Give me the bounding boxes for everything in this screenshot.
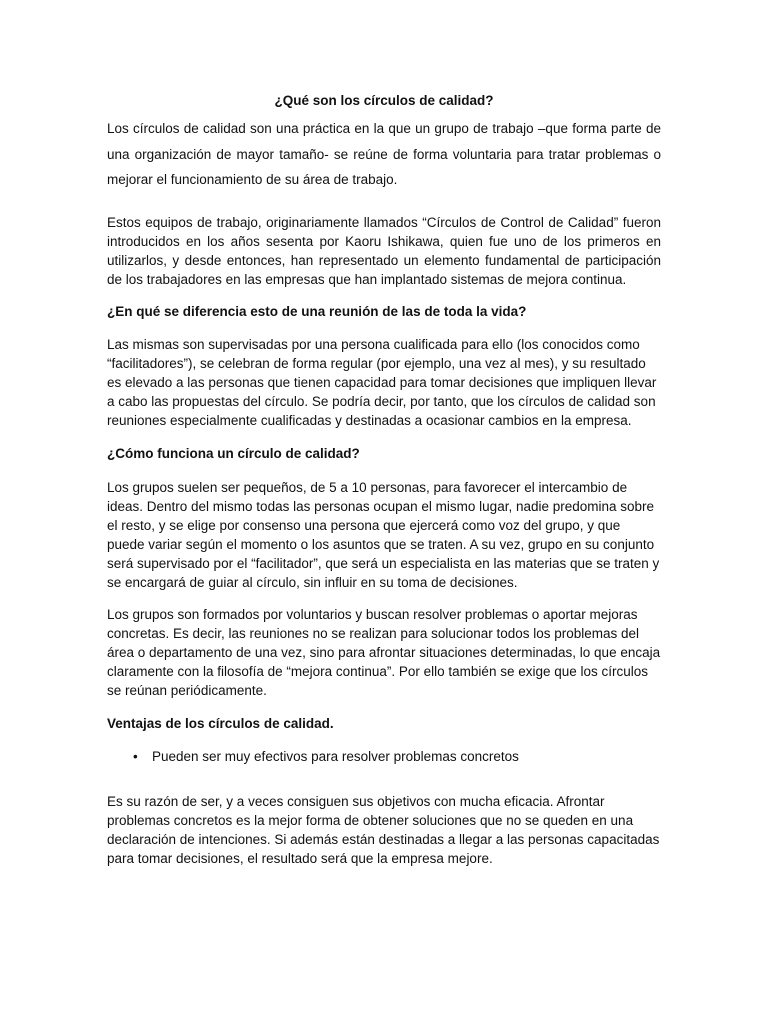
how-it-works-paragraph-2: Los grupos son formados por voluntarios y buscan resolver problemas o aportar mejoras concretas. Es decir, las reuniones no se realizan para solucionar todos los problemas del área o departamento de una vez, sino para afrontar situaciones determinadas, lo que encaja claramente con la filosofía de “mejora continua”. Por ello también se exige que los círculos se reúnan periódicamente. [107,607,661,699]
section-heading-difference: ¿En qué se diferencia esto de una reunión de las de toda la vida? [107,304,527,320]
difference-paragraph: Las mismas son supervisadas por una persona cualificada para ello (los conocidos como “facilitadores”), se celebran de forma regular (por ejemplo, una vez al mes), y su resultado es elevado a las personas que tienen capacidad para tomar decisiones que impliquen llevar a cabo las propuestas del círculo. Se podría decir, por tanto, que los círculos de calidad son reuniones especialmente cualificadas y destinadas a ocasionar cambios en la empresa. [107,337,657,429]
history-paragraph: Estos equipos de trabajo, originariamente llamados “Círculos de Control de Calidad” fueron introducidos en los años sesenta por Kaoru Ishikawa, quien fue uno de los primeros en utilizarlos, y desde entonces, han representado un elemento fundamental de participación de los trabajadores en las empresas que han implantado sistemas de mejora continua. [107,214,661,288]
advantages-list [107,747,661,766]
how-it-works-paragraph-1: Los grupos suelen ser pequeños, de 5 a 10 personas, para favorecer el intercambio de ideas. Dentro del mismo todas las personas ocupan el mismo lugar, nadie predomina sobre el resto, y se elige por consenso una persona que ejercerá como voz del grupo, y que puede variar según el momento o los asuntos que se traten. A su vez, grupo en su conjunto será supervisado por el “facilitador”, que será un especialista en las materias que se traten y se encargará de guiar al círculo, sin influir en su toma de decisiones. [107,480,660,591]
intro-paragraph: Los círculos de calidad son una práctica en la que un grupo de trabajo –que forma parte de una organización de mayor tamaño- se reúne de forma voluntaria para tratar problemas o mejorar el funcionamiento de su área de trabajo. [107,121,661,187]
document-title: ¿Qué son los círculos de calidad? [274,93,494,108]
bullet-icon: • [133,749,138,765]
section-heading-how-it-works: ¿Cómo funciona un círculo de calidad? [107,446,360,462]
list-item [133,747,661,766]
section-heading-advantages: Ventajas de los círculos de calidad. [107,716,334,732]
advantages-paragraph: Es su razón de ser, y a veces consiguen sus objetivos con mucha eficacia. Afrontar problemas concretos es la mejor forma de obtener soluciones que no se queden en una declaración de intenciones. Si además están destinadas a llegar a las personas capacitadas para tomar decisiones, el resultado será que la empresa mejore. [107,794,660,867]
list-item-text: Pueden ser muy efectivos para resolver problemas concretos [152,749,519,765]
